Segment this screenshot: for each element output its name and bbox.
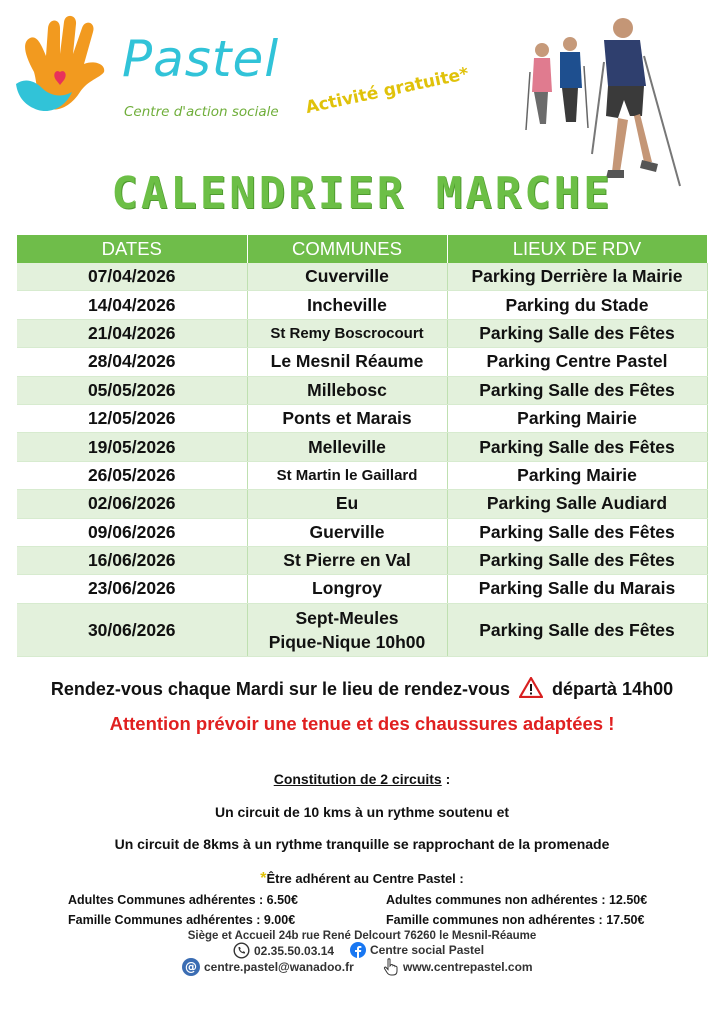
circuits-title: [0, 771, 724, 787]
lieu-cell: Parking Salle du Marais: [447, 575, 707, 603]
commune-cell: St Pierre en Val: [247, 546, 447, 574]
date-cell: 12/05/2026: [17, 404, 247, 432]
website-contact[interactable]: [383, 958, 533, 976]
table-row: [17, 348, 707, 376]
header-dates: DATES: [17, 235, 247, 263]
email-address: centre.pastel@wanadoo.fr: [204, 960, 354, 974]
commune-cell: Longroy: [247, 575, 447, 603]
table-row: [17, 433, 707, 461]
free-activity-badge: Activité gratuite*: [303, 63, 471, 118]
commune-cell: Incheville: [247, 291, 447, 319]
email-contact[interactable]: [182, 958, 354, 976]
date-cell: 16/06/2026: [17, 546, 247, 574]
lieu-cell: Parking du Stade: [447, 291, 707, 319]
circuit-line-2: Un circuit de 8kms à un rythme tranquille se rapprochant de la promenade: [114, 836, 610, 852]
table-row: [17, 518, 707, 546]
date-cell: 19/05/2026: [17, 433, 247, 461]
price-adult-member: Adultes Communes adhérentes : 6.50€: [68, 893, 298, 907]
table-row: [17, 404, 707, 432]
date-cell: 07/04/2026: [17, 263, 247, 291]
facebook-icon: [350, 942, 366, 958]
price-adult-non-member: Adultes communes non adhérentes : 12.50€: [386, 893, 648, 907]
logo-name: Pastel: [122, 30, 280, 88]
date-cell: 26/05/2026: [17, 461, 247, 489]
table-row: [17, 546, 707, 574]
asterisk: *: [260, 870, 267, 887]
membership-note-text: Être adhérent au Centre Pastel :: [266, 871, 464, 886]
lieu-cell: Parking Mairie: [447, 404, 707, 432]
walk-schedule-table: [17, 235, 708, 657]
facebook-contact[interactable]: [350, 942, 484, 958]
page-title: CALENDRIER MARCHE: [111, 168, 613, 219]
commune-cell: St Martin le Gaillard: [247, 461, 447, 489]
table-row: [17, 575, 707, 603]
meeting-info: [0, 677, 724, 700]
commune-cell: St Remy Boscrocourt: [247, 319, 447, 347]
date-cell: 28/04/2026: [17, 348, 247, 376]
table-header-row: [17, 235, 707, 263]
departure-time: départà 14h00: [552, 679, 674, 699]
phone-number: 02.35.50.03.14: [254, 943, 335, 958]
commune-cell: Ponts et Marais: [247, 404, 447, 432]
table-row: [17, 461, 707, 489]
table-row: [17, 291, 707, 319]
whatsapp-icon: [233, 942, 250, 959]
commune-line: Sept-Meules: [295, 607, 399, 628]
date-cell: 23/06/2026: [17, 575, 247, 603]
table-row: [17, 319, 707, 347]
address: Siège et Accueil 24b rue René Delcourt 76260 le Mesnil-Réaume: [187, 930, 537, 942]
table-row: [17, 603, 707, 656]
lieu-cell: Parking Salle Audiard: [447, 490, 707, 518]
svg-text:@: @: [185, 960, 197, 974]
date-cell: 02/06/2026: [17, 490, 247, 518]
price-family-member: Famille Communes adhérentes : 9.00€: [68, 913, 296, 927]
table-row: [17, 490, 707, 518]
attention-notice: Attention prévoir une tenue et des chaussures adaptées !: [109, 713, 615, 734]
pointer-hand-icon: [383, 958, 399, 976]
table-row: [17, 376, 707, 404]
lieu-cell: Parking Salle des Fêtes: [447, 546, 707, 574]
lieu-cell: Parking Centre Pastel: [447, 348, 707, 376]
date-cell: 05/05/2026: [17, 376, 247, 404]
commune-line-2: Pique-Nique 10h00: [268, 631, 426, 652]
lieu-cell: Parking Salle des Fêtes: [447, 376, 707, 404]
commune-cell: Millebosc: [247, 376, 447, 404]
header-lieux: LIEUX DE RDV: [447, 235, 707, 263]
date-cell: 30/06/2026: [17, 603, 247, 656]
circuits-title-suffix: :: [441, 771, 451, 787]
commune-cell: Le Mesnil Réaume: [247, 348, 447, 376]
hand-logo-icon: [14, 14, 126, 126]
lieu-cell: Parking Salle des Fêtes: [447, 319, 707, 347]
website-url: www.centrepastel.com: [403, 960, 533, 974]
meeting-text: Rendez-vous chaque Mardi sur le lieu de rendez-vous: [50, 679, 510, 699]
table-row: [17, 263, 707, 291]
price-family-non-member: Famille communes non adhérentes : 17.50€: [386, 913, 645, 927]
email-at-icon: [182, 958, 200, 976]
lieu-cell: Parking Derrière la Mairie: [447, 263, 707, 291]
lieu-cell: Parking Salle des Fêtes: [447, 518, 707, 546]
commune-cell: Guerville: [247, 518, 447, 546]
membership-note: [0, 870, 724, 888]
warning-icon: [519, 677, 543, 698]
commune-cell: Melleville: [247, 433, 447, 461]
walkers-photo-icon: [520, 12, 690, 192]
lieu-cell: Parking Mairie: [447, 461, 707, 489]
commune-cell: Eu: [247, 490, 447, 518]
date-cell: 09/06/2026: [17, 518, 247, 546]
lieu-cell: Parking Salle des Fêtes: [447, 433, 707, 461]
date-cell: 21/04/2026: [17, 319, 247, 347]
facebook-label: Centre social Pastel: [370, 943, 485, 957]
lieu-cell: Parking Salle des Fêtes: [447, 603, 707, 656]
commune-cell: Cuverville: [247, 263, 447, 291]
logo-subtitle: Centre d'action sociale: [124, 104, 279, 120]
commune-cell: [247, 603, 447, 656]
circuit-line-1: Un circuit de 10 kms à un rythme soutenu et: [214, 804, 510, 820]
phone-contact: [233, 942, 334, 959]
date-cell: 14/04/2026: [17, 291, 247, 319]
header-communes: COMMUNES: [247, 235, 447, 263]
circuits-title-text: Constitution de 2 circuits: [273, 771, 442, 787]
